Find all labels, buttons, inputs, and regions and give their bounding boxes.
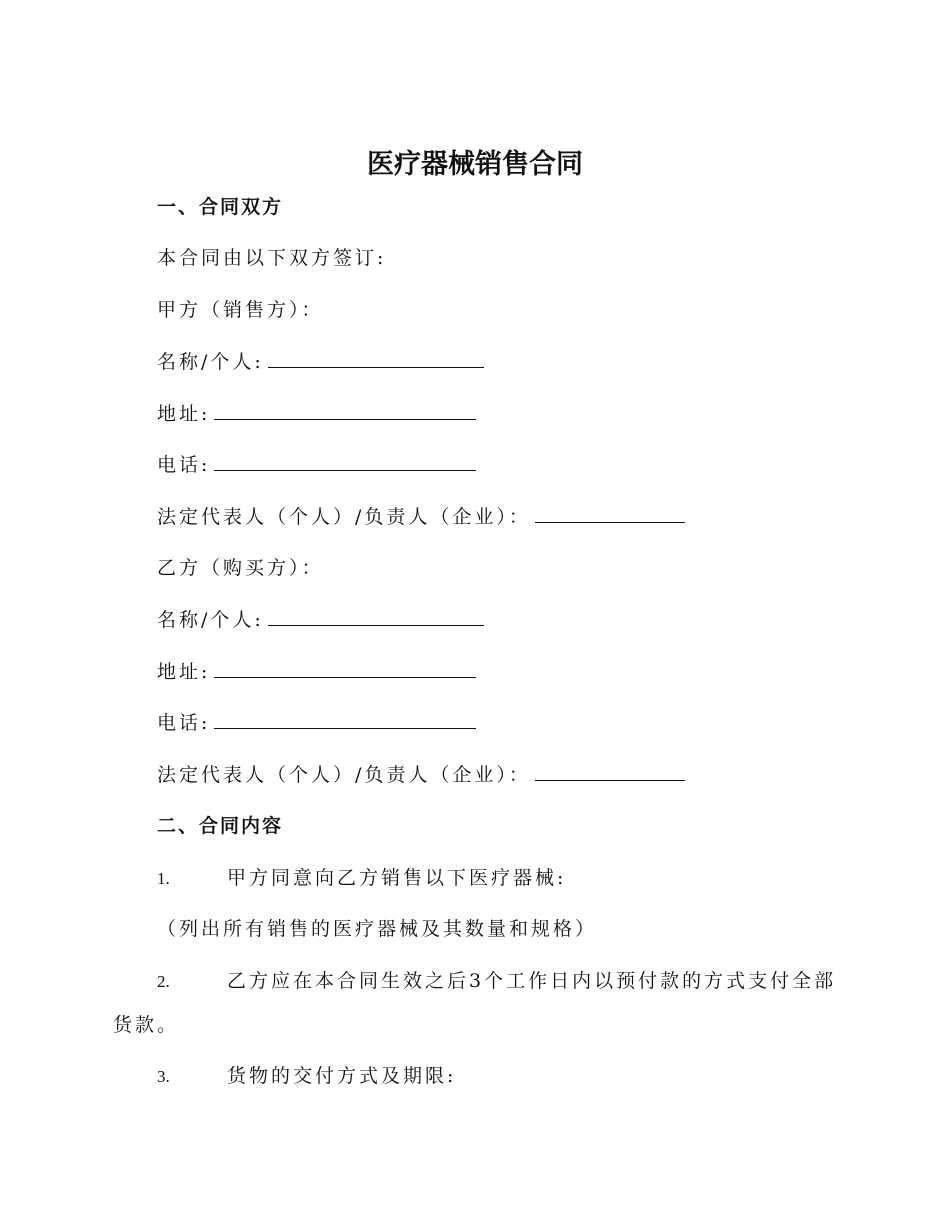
party-b-name-row [157,605,484,634]
party-b-phone-label: 电话: [157,712,211,734]
party-a-address-label: 地址: [157,403,211,425]
parties-intro: 本合同由以下双方签订: [157,247,387,269]
party-b-address-label: 地址: [157,661,211,683]
party-a-address-row [157,399,476,428]
party-b-phone-blank[interactable] [214,708,476,729]
content-item-note: （列出所有销售的医疗器械及其数量和规格） [157,918,598,940]
party-b-rep-label: 法定代表人（个人）/负责人（企业）： [157,764,531,786]
party-b-label: 乙方（购买方）： [157,557,324,579]
item-number: 2. [157,972,170,991]
party-b-rep-blank[interactable] [535,760,685,781]
document-title: 医疗器械销售合同 [367,149,583,180]
party-b-address-blank[interactable] [214,657,476,678]
party-a-rep-row [157,502,685,531]
party-a-phone-label: 电话: [157,454,211,476]
content-item-3 [157,1062,456,1091]
party-a-rep-label: 法定代表人（个人）/负责人（企业）： [157,506,531,528]
party-a-name-label: 名称/个人: [157,351,264,373]
item-text: 乙方应在本合同生效之后3个工作日内以预付款的方式支付全部 [227,970,837,992]
content-item-2 [157,967,836,996]
party-b-rep-row [157,760,685,789]
party-a-name-row [157,347,484,376]
content-item-2-continuation: 货款。 [113,1014,180,1036]
party-b-name-blank[interactable] [268,605,484,626]
party-a-name-blank[interactable] [268,347,484,368]
party-a-phone-blank[interactable] [214,450,476,471]
party-a-phone-row [157,450,476,479]
item-number: 3. [157,1067,170,1086]
party-a-rep-blank[interactable] [535,502,685,523]
party-b-phone-row [157,708,476,737]
item-text: 货物的交付方式及期限: [227,1065,457,1087]
section-heading-content: 二、合同内容 [157,815,284,837]
party-a-address-blank[interactable] [214,399,476,420]
section-heading-parties: 一、合同双方 [157,196,284,218]
item-number: 1. [157,869,170,888]
item-text: 甲方同意向乙方销售以下医疗器械: [227,867,567,889]
content-item-1 [157,864,566,893]
party-b-name-label: 名称/个人: [157,609,264,631]
party-b-address-row [157,657,476,686]
party-a-label: 甲方（销售方）： [157,299,324,321]
